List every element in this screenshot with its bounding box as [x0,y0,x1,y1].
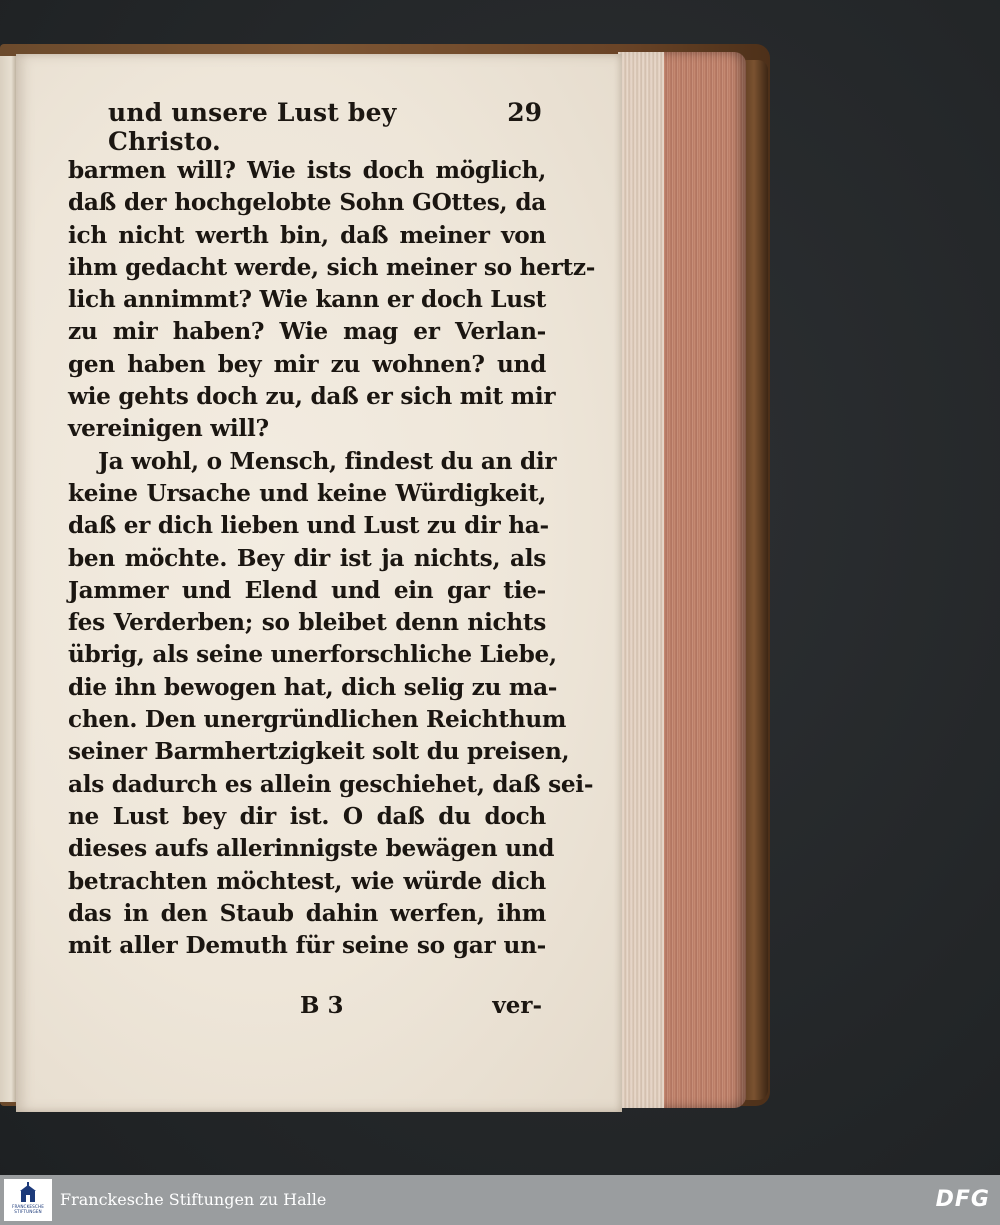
text-line: barmen will? Wie ists doch möglich, [68,157,546,184]
catchword: ver- [492,992,542,1019]
previous-page-strip [0,56,16,1102]
running-title: und unsere Lust bey Christo. [108,98,397,156]
text-line: Ja wohl, o Mensch, findest du an dir [98,447,557,475]
logo-text-line1: FRANCKESCHE [12,1204,44,1209]
dfg-logo[interactable]: DFG [935,1187,990,1212]
logo-text-line2: STIFTUNGEN [14,1209,42,1214]
franckesche-stiftungen-logo[interactable] [4,1179,52,1221]
text-line: ihm gedacht werde, sich meiner so hertz- [68,253,596,281]
text-line: wie gehts doch zu, daß er sich mit mir [68,383,556,411]
text-line: das in den Staub dahin werfen, ihm [68,899,546,927]
text-line: ben möchte. Bey dir ist ja nichts, als [68,544,546,572]
text-line: Jammer und Elend und ein gar tie- [68,576,546,604]
page-number: 29 [507,98,542,127]
text-line: chen. Den unergründlichen Reichthum [68,706,567,734]
institution-name[interactable]: Franckesche Stiftungen zu Halle [60,1190,327,1209]
page-edges [618,52,746,1108]
page-body-text [68,155,596,962]
text-line: betrachten möchtest, wie würde dich [68,867,546,895]
text-line: ich nicht werth bin, daß meiner von [68,221,546,249]
text-line: die ihn bewogen hat, dich selig zu ma- [68,673,558,701]
text-line: als dadurch es allein geschiehet, daß sei- [68,770,594,798]
text-line: lich annimmt? Wie kann er doch Lust [68,286,547,314]
text-line: fes Verderben; so bleibet denn nichts [68,609,546,637]
building-icon [18,1182,38,1204]
text-line: zu mir haben? Wie mag er Verlan- [68,318,546,346]
signature-mark: B 3 [300,992,344,1019]
text-line: keine Ursache und keine Würdigkeit, [68,479,546,507]
text-line: vereinigen will? [68,415,269,443]
text-line: seiner Barmhertzigkeit solt du preisen, [68,738,570,766]
text-line: daß er dich lieben und Lust zu dir ha- [68,512,549,540]
text-line: ne Lust bey dir ist. O daß du doch [68,802,546,830]
text-line: gen haben bey mir zu wohnen? und [68,350,546,378]
viewer-footer-bar [0,1175,1000,1225]
text-line: übrig, als seine unerforschliche Liebe, [68,641,557,669]
page-header [108,98,542,156]
text-line: mit aller Demuth für seine so gar un- [68,932,546,960]
page-footer [300,992,546,1028]
text-line: dieses aufs allerinnigste bewägen und [68,835,555,863]
text-line: daß der hochgelobte Sohn GOttes, da [68,189,546,217]
